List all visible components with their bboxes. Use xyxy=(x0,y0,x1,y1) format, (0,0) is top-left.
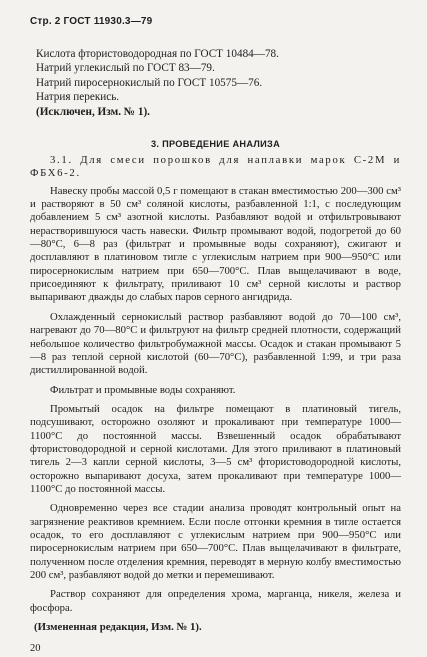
paragraph-control-test: Одновременно через все стадии анализа проводят контрольный опыт на загрязнение реактивов кремнием. Если после отгонки кремния в тигле остается осадок, то его досплавляют с углекислым натрием при 900—950°С или пиросернокислым натрием при 650—700°С. Плав выщелачивают в фильтрате, полученном после отделения кремния, переводят в мерную колбу вместимостью 200 см³, разбавляют водой до метки и перемешивают. xyxy=(30,502,401,581)
reagent-line: Натрий пиросернокислый по ГОСТ 10575—76. xyxy=(36,76,263,89)
paragraph-sample-dissolution: Навеску пробы массой 0,5 г помещают в стакан вместимостью 200—300 см³ и растворяют в 50 см³ соляной кислоты, разбавленной 1:1, с последующим добавлением 5 см³ азотной кислоты. Разбавляют водой и отфильтровывают нерастворившуюся часть навески. Фильтр промывают водой, подогретой до 60—80°С, 6—8 раз (фильтрат и промывные воды сохраняют), сжигают и досплавляют в платиновом тигле с углекислым натрием при 900—950°С или пиросернокислым натрием при 650—700°С. Плав выщелачивают в воде, присоединяют к фильтрату, приливают 10 см³ серной кислоты и раствор выпаривают дважды до слабых паров серного ангидрида. xyxy=(30,184,401,304)
section-3-1-lead: 3.1. Для смеси порошков для наплавки марок С-2М и ФБХ6-2. xyxy=(30,154,401,180)
paragraph-sulfate-solution: Охлажденный сернокислый раствор разбавляют водой до 70—100 см³, нагревают до 70—80°С и фильтруют на фильтр средней плотности, содержащий небольшое количество фильтробумажной массы. Осадок и стакан промывают 5—8 раз теплой серной кислотой (60—70°С), разбавленной 1:99, и три раза дистиллированной водой. xyxy=(30,310,401,377)
reagent-line: Натрия перекись. xyxy=(36,91,120,104)
page-header: Стр. 2 ГОСТ 11930.3—79 xyxy=(30,16,153,27)
section-title: 3. ПРОВЕДЕНИЕ АНАЛИЗА xyxy=(150,139,281,150)
reagent-list xyxy=(36,47,401,119)
reagent-line: Натрий углекислый по ГОСТ 83—79. xyxy=(36,62,215,75)
paragraph-filtrate-kept: Фильтрат и промывные воды сохраняют. xyxy=(50,383,236,396)
page-number: 20 xyxy=(30,642,41,654)
paragraph-solution-kept: Раствор сохраняют для определения хрома, марганца, никеля, железа и фосфора. xyxy=(30,588,401,614)
reagent-line: Кислота фтористоводородная по ГОСТ 10484—78. xyxy=(36,48,279,60)
amendment-note: (Измененная редакция, Изм. № 1). xyxy=(34,621,202,634)
paragraph-precipitate: Промытый осадок на фильтре помещают в платиновый тигель, подсушивают, осторожно озоляют и прокаливают при температуре 1000—1100°С до постоянной массы. Взвешенный осадок обрабатывают фтористоводородной и серной кислотами. Для этого приливают в платиновый тигель 2—3 капли серной кислоты, 3—5 см³ фтористоводородной кислоты, осторожно выпаривают досуха, затем прокаливают при температуре 1000—1100°С до постоянной массы. xyxy=(30,402,401,495)
reagents-note: (Исключен, Изм. № 1). xyxy=(36,105,150,118)
